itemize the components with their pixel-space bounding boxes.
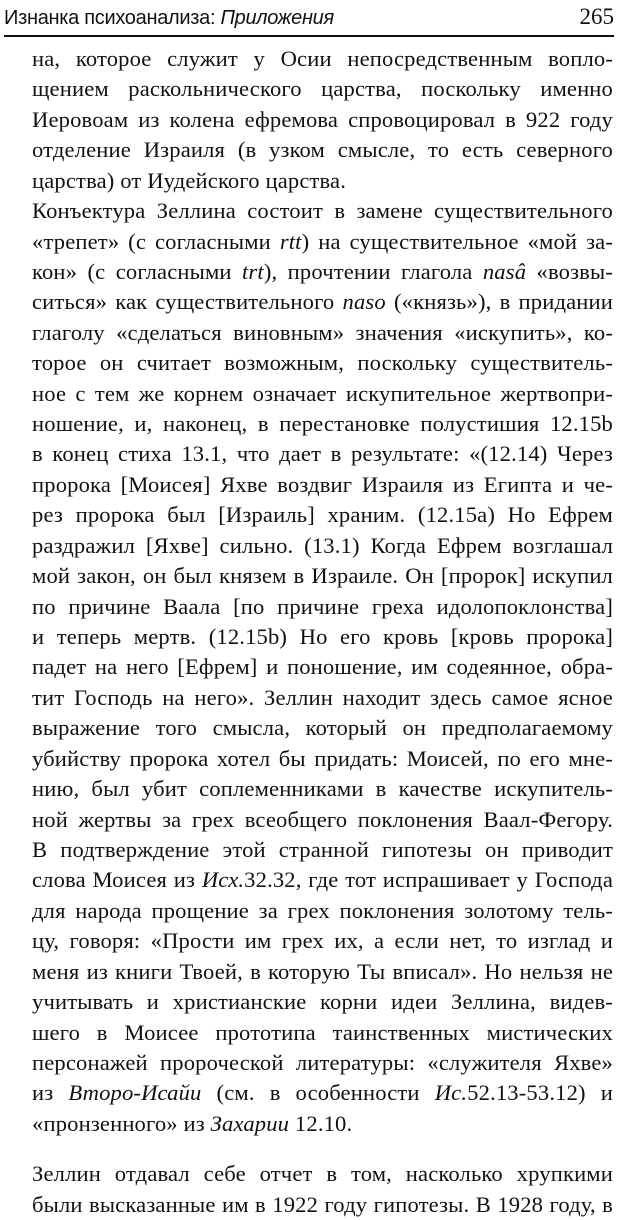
text-segment: Конъектура Зеллина состоит в замене существительного: [32, 198, 613, 224]
text-segment: 12.10.: [289, 1110, 353, 1136]
text-line: [32, 652, 613, 682]
paragraph: [32, 1159, 613, 1220]
text-segment: выражение того смысла, который он предполагаемому: [32, 715, 613, 741]
italic-segment: nasâ: [482, 258, 527, 284]
text-line: [32, 987, 613, 1017]
text-segment: ношение, и, наконец, в перестановке полустишия 12.15b: [32, 411, 613, 437]
paragraph: [32, 44, 613, 196]
text-segment: падет на него [Ефрем] и поношение, им содеянное, обра-: [32, 654, 613, 680]
italic-segment: trt: [242, 258, 264, 284]
running-title: [4, 7, 334, 30]
text-segment: тит Господь на него». Зеллин находит здесь самое ясное: [32, 684, 613, 710]
text-segment: «пронзенного» из: [32, 1110, 211, 1136]
text-line: [32, 1078, 613, 1108]
text-segment: ) на существительное «мой за-: [301, 228, 613, 254]
text-segment: Иеровоам из колена ефремова спровоцировал в 922 году: [32, 106, 613, 132]
text-line: [32, 1048, 613, 1078]
text-line: [32, 196, 613, 226]
text-segment: В подтверждение этой странной гипотезы он приводит: [32, 836, 613, 862]
text-line: [32, 348, 613, 378]
text-line: [32, 896, 613, 926]
text-segment: «возвы-: [526, 258, 613, 284]
text-segment: ), прочтении глагола: [263, 258, 483, 284]
text-line: [32, 379, 613, 409]
text-line: [32, 835, 613, 865]
text-segment: (см. в особенности: [201, 1080, 435, 1106]
text-line: [32, 166, 613, 196]
text-segment: из: [32, 1080, 69, 1106]
text-segment: убийству пророка хотел бы придать: Моисей, по его мне-: [32, 745, 613, 771]
text-segment: нию, был убит соплеменниками в качестве искупитель-: [32, 776, 613, 802]
text-segment: на, которое служит у Осии непосредственным вопло-: [32, 46, 613, 71]
text-segment: мой закон, он был князем в Израиле. Он [пророк] искупил: [32, 563, 613, 589]
text-line: [32, 957, 613, 987]
running-header: [4, 3, 614, 37]
text-line: [32, 1109, 613, 1139]
text-line: [32, 683, 613, 713]
text-segment: для народа прощение за грех поклонения золотому тель-: [32, 897, 613, 923]
text-line: [32, 500, 613, 530]
text-line: [32, 1190, 613, 1220]
text-segment: ное с тем же корнем означает искупительное жертвопри-: [32, 380, 613, 406]
text-line: [32, 561, 613, 591]
text-segment: цу, говоря: «Прости им грех их, а если нет, то изглад и: [32, 928, 613, 954]
text-segment: меня из книги Твоей, в которую Ты вписал». Но нельзя не: [32, 958, 613, 984]
body-text: [32, 44, 613, 1220]
text-line: [32, 227, 613, 257]
text-line: [32, 257, 613, 287]
text-line: [32, 287, 613, 317]
text-segment: торое он считает возможным, поскольку существитель-: [32, 350, 613, 376]
text-segment: «трепет» (с согласными: [32, 228, 280, 254]
text-line: [32, 865, 613, 895]
text-segment: раздражил [Яхве] сильно. (13.1) Когда Ефрем возглашал: [32, 532, 613, 558]
text-line: [32, 44, 613, 74]
text-line: [32, 926, 613, 956]
text-line: [32, 744, 613, 774]
italic-segment: Второ-Исайи: [68, 1080, 202, 1106]
text-line: [32, 713, 613, 743]
italic-segment: naso: [342, 289, 386, 315]
italic-segment: rtt: [279, 228, 302, 254]
text-segment: по причине Ваала [по причине греха идолопоклонства]: [32, 593, 613, 619]
text-line: [32, 774, 613, 804]
text-line: [32, 1159, 613, 1189]
text-line: [32, 439, 613, 469]
text-segment: пророка [Моисея] Яхве воздвиг Израиля из Египта и че-: [32, 471, 613, 497]
italic-segment: Захарии: [210, 1110, 290, 1136]
page-number: 265: [579, 4, 614, 29]
text-segment: 32.32, где тот испрашивает у Господа: [244, 867, 613, 893]
text-segment: слова Моисея из: [32, 867, 202, 893]
paragraph-gap: [32, 1139, 613, 1159]
text-segment: 52.13-53.12) и: [467, 1080, 613, 1106]
text-segment: и теперь мертв. (12.15b) Но его кровь [кровь пророка]: [32, 624, 613, 650]
text-segment: ситься» как существительного: [32, 289, 343, 315]
text-line: [32, 135, 613, 165]
text-segment: персонажей пророческой литературы: «служителя Яхве»: [32, 1049, 613, 1075]
paragraph: [32, 196, 613, 1139]
text-line: [32, 531, 613, 561]
text-line: [32, 74, 613, 104]
text-segment: щением раскольнического царства, поскольку именно: [32, 76, 613, 102]
text-segment: учитывать и христианские корни идеи Зеллина, видев-: [32, 989, 613, 1015]
text-segment: глаголу «сделаться виновным» значения «искупить», ко-: [32, 319, 613, 345]
text-line: [32, 470, 613, 500]
running-title-plain: Изнанка психоанализа:: [4, 7, 221, 29]
italic-segment: Исх.: [201, 867, 245, 893]
text-segment: ной жертвы за грех всеобщего поклонения Ваал-Фегору.: [32, 806, 613, 832]
text-segment: были высказанные им в 1922 году гипотезы. В 1928 году, в: [32, 1191, 613, 1217]
text-line: [32, 409, 613, 439]
text-segment: («князь»), в придании: [385, 289, 613, 315]
italic-segment: Ис.: [434, 1080, 468, 1106]
text-segment: в конец стиха 13.1, что дает в результате: «(12.14) Через: [32, 441, 613, 467]
text-segment: отделение Израиля (в узком смысле, то есть северного: [32, 137, 613, 163]
text-line: [32, 805, 613, 835]
text-segment: Зеллин отдавал себе отчет в том, насколько хрупкими: [32, 1161, 613, 1187]
text-line: [32, 318, 613, 348]
text-line: [32, 622, 613, 652]
text-segment: рез пророка был [Израиль] храним. (12.15a) Но Ефрем: [32, 502, 613, 528]
text-line: [32, 592, 613, 622]
running-title-italic: Приложения: [220, 7, 334, 29]
text-segment: шего в Моисее прототипа таинственных мистических: [32, 1019, 613, 1045]
text-line: [32, 105, 613, 135]
text-segment: кон» (с согласными: [32, 258, 242, 284]
text-segment: царства) от Иудейского царства.: [32, 167, 347, 193]
text-line: [32, 1018, 613, 1048]
